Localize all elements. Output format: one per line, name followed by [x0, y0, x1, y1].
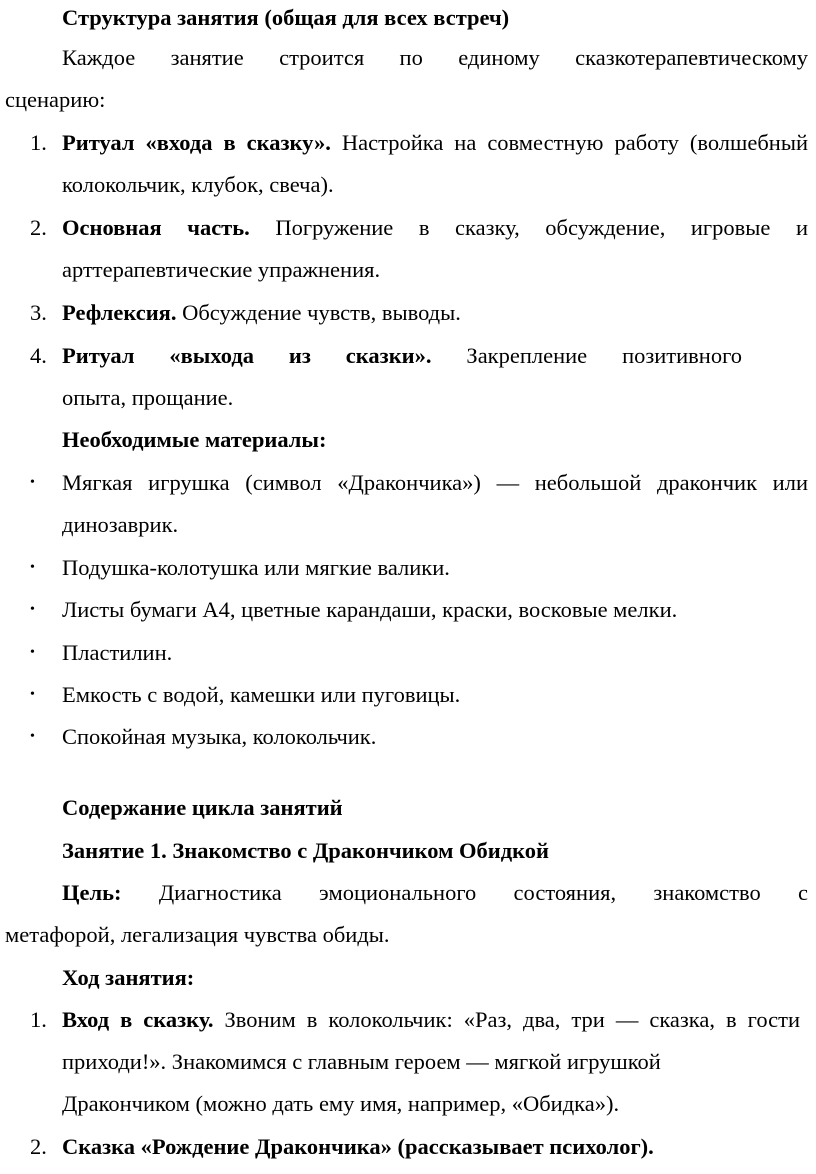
item-continuation: динозаврик. [62, 512, 179, 537]
intro-line: сценарию: [5, 87, 106, 112]
list-number: 2. [30, 215, 47, 240]
goal-text: Диагностика эмоционального состояния, знакомство с [121, 880, 808, 905]
list-item [62, 1006, 800, 1034]
bullet-icon: • [30, 729, 35, 744]
item-continuation: колокольчик, клубок, свеча). [62, 172, 334, 197]
list-item: Мягкая игрушка (символ «Дракончика») — небольшой дракончик или [62, 470, 808, 495]
list-number: 3. [30, 300, 47, 325]
bullet-icon: • [30, 645, 35, 660]
item-title: Ритуал «выхода из сказки». [62, 343, 432, 368]
item-title: Ритуал «входа в сказку». [62, 130, 331, 155]
item-text: Звоним в колокольчик: «Раз, два, три — сказка, в гости [213, 1007, 800, 1032]
lesson-title: Занятие 1. Знакомство с Дракончиком Обидкой [62, 838, 550, 863]
list-item [62, 342, 742, 370]
intro-line: Каждое занятие строится по единому сказкотерапевтическому [62, 45, 808, 70]
item-continuation: Дракончиком (можно дать ему имя, например, «Обидка»). [62, 1091, 620, 1116]
progress-heading: Ход занятия: [62, 965, 195, 990]
goal-continuation: метафорой, легализация чувства обиды. [5, 922, 390, 947]
list-item: Пластилин. [62, 640, 173, 665]
list-number: 1. [30, 130, 47, 155]
bullet-icon: • [30, 687, 35, 702]
item-text: Обсуждение чувств, выводы. [176, 300, 461, 325]
list-number: 2. [30, 1134, 47, 1159]
item-title: Основная часть. [62, 215, 250, 240]
item-continuation: приходи!». Знакомимся с главным героем — мягкой игрушкой [62, 1049, 661, 1074]
list-item: Емкость с водой, камешки или пуговицы. [62, 682, 461, 707]
list-item [62, 214, 808, 242]
list-item: Подушка-колотушка или мягкие валики. [62, 555, 450, 580]
list-item: Сказка «Рождение Дракончика» (рассказывает психолог). [62, 1134, 654, 1159]
goal-label: Цель: [62, 880, 122, 905]
item-title: Рефлексия. [62, 300, 177, 325]
list-item: Листы бумаги А4, цветные карандаши, краски, восковые мелки. [62, 597, 678, 622]
list-item [62, 299, 461, 327]
bullet-icon: • [30, 560, 35, 575]
item-text: Погружение в сказку, обсуждение, игровые и [249, 215, 808, 240]
item-continuation: опыта, прощание. [62, 385, 234, 410]
materials-heading: Необходимые материалы: [62, 427, 327, 452]
bullet-icon: • [30, 475, 35, 490]
list-number: 4. [30, 343, 47, 368]
list-item [62, 129, 808, 157]
bullet-icon: • [30, 602, 35, 617]
list-number: 1. [30, 1007, 47, 1032]
item-text: Закрепление позитивного [431, 343, 742, 368]
cycle-heading: Содержание цикла занятий [62, 795, 343, 820]
item-title: Вход в сказку. [62, 1007, 214, 1032]
item-continuation: арттерапевтические упражнения. [62, 257, 381, 282]
section-title: Структура занятия (общая для всех встреч) [62, 5, 510, 30]
list-item: Спокойная музыка, колокольчик. [62, 724, 377, 749]
item-text: Настройка на совместную работу (волшебный [330, 130, 808, 155]
goal-line [62, 879, 808, 907]
